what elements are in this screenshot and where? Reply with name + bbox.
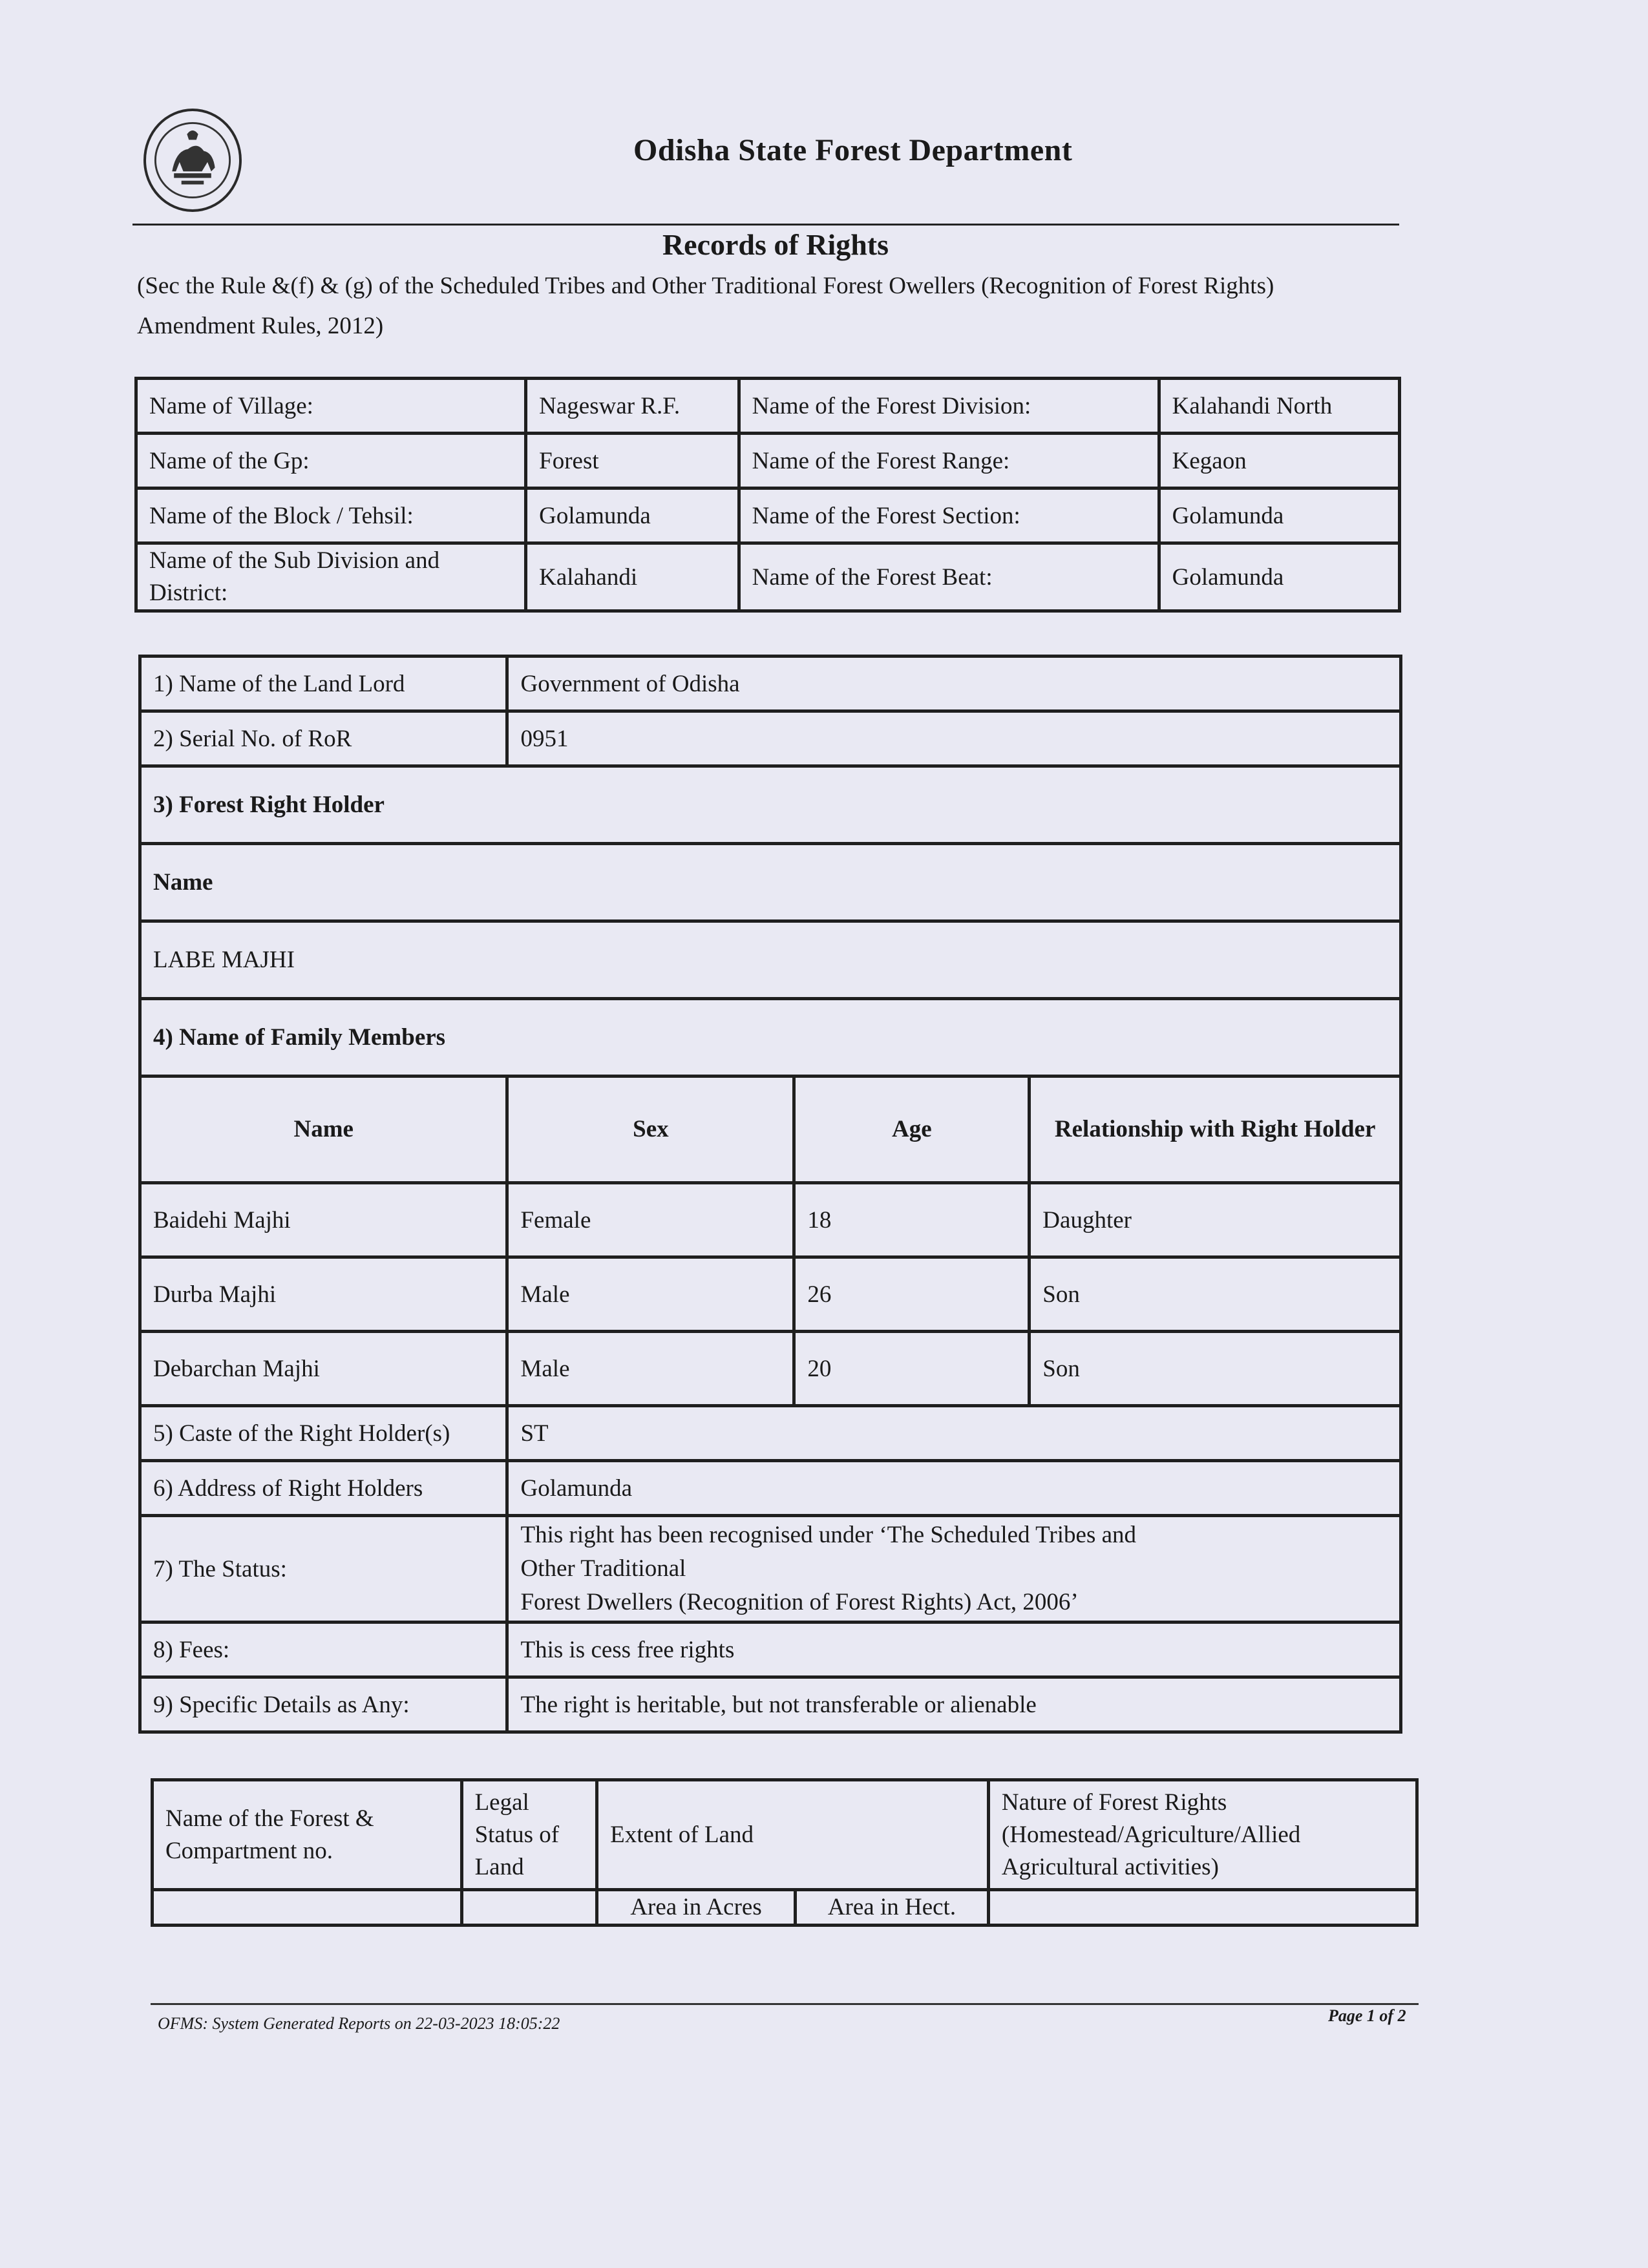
table-row [136,543,1400,611]
family-col-relationship: Relationship with Right Holder [1030,1076,1401,1183]
family-name: Durba Majhi [140,1257,507,1332]
family-relation: Son [1030,1332,1401,1406]
division-value: Kalahandi North [1159,379,1399,434]
name-heading: Name [140,844,1401,921]
legal-status-header: Legal Status of Land [461,1780,597,1890]
table-row [136,488,1400,543]
block-value: Golamunda [526,488,739,543]
table-row [140,656,1401,711]
family-relation: Daughter [1030,1183,1401,1257]
table-row [140,844,1401,921]
right-holder-heading: 3) Forest Right Holder [140,766,1401,844]
subdivision-value: Kalahandi [526,543,739,611]
gp-value: Forest [526,434,739,488]
table-row [153,1780,1417,1890]
area-hect-header: Area in Hect. [796,1890,989,1926]
family-members-heading: 4) Name of Family Members [140,999,1401,1076]
village-value: Nageswar R.F. [526,379,739,434]
page-number: Page 1 of 2 [1328,2006,1406,2025]
landlord-label: 1) Name of the Land Lord [140,656,507,711]
forest-compartment-header: Name of the Forest & Compartment no. [153,1780,462,1890]
range-value: Kegaon [1159,434,1399,488]
family-relation: Son [1030,1257,1401,1332]
table-row [140,1516,1401,1622]
extent-of-land-header: Extent of Land [597,1780,989,1890]
fees-label: 8) Fees: [140,1622,507,1677]
table-row [140,1622,1401,1677]
division-label: Name of the Forest Division: [739,379,1159,434]
status-line-2: Forest Dwellers (Recognition of Forest Rights) Act, 2006’ [520,1589,1079,1615]
table-row [136,379,1400,434]
family-age: 26 [794,1257,1030,1332]
caste-label: 5) Caste of the Right Holder(s) [140,1406,507,1461]
section-label: Name of the Forest Section: [739,488,1159,543]
location-table [134,377,1401,613]
beat-value: Golamunda [1159,543,1399,611]
footer-divider [151,2003,1419,2005]
village-label: Name of Village: [136,379,526,434]
landlord-value: Government of Odisha [507,656,1401,711]
status-line-1: This right has been recognised under ‘The Scheduled Tribes and Other Traditional [520,1522,1137,1582]
table-row [153,1890,1417,1926]
status-label: 7) The Status: [140,1516,507,1622]
record-table [138,655,1402,1734]
rule-reference: (Sec the Rule &(f) & (g) of the Scheduled Tribes and Other Traditional Forest Owellers (Recognition of Forest Rights) Amendment Rules, 2012) [137,273,1274,339]
forest-compartment-cell [153,1890,462,1926]
area-acres-header: Area in Acres [597,1890,796,1926]
block-label: Name of the Block / Tehsil: [136,488,526,543]
family-age: 18 [794,1183,1030,1257]
family-col-name: Name [140,1076,507,1183]
serial-value: 0951 [507,711,1401,766]
beat-label: Name of the Forest Beat: [739,543,1159,611]
section-value: Golamunda [1159,488,1399,543]
caste-value: ST [507,1406,1401,1461]
document-title: Records of Rights [662,228,889,261]
address-label: 6) Address of Right Holders [140,1461,507,1516]
family-sex: Male [507,1257,794,1332]
range-label: Name of the Forest Range: [739,434,1159,488]
nature-of-rights-header: Nature of Forest Rights (Homestead/Agriculture/Allied Agricultural activities) [988,1780,1417,1890]
table-row [136,434,1400,488]
fees-value: This is cess free rights [507,1622,1401,1677]
subdivision-label: Name of the Sub Division and District: [136,543,526,611]
table-row [140,766,1401,844]
department-title: Odisha State Forest Department [633,133,1073,167]
odisha-emblem-logo [143,109,242,212]
table-row [140,711,1401,766]
nature-of-rights-cell [988,1890,1417,1926]
family-row [140,1257,1401,1332]
table-row [140,1461,1401,1516]
legal-status-cell [461,1890,597,1926]
table-row [140,1677,1401,1732]
family-sex: Female [507,1183,794,1257]
header-divider [132,224,1399,226]
specific-details-value: The right is heritable, but not transferable or alienable [507,1677,1401,1732]
family-header-row [140,1076,1401,1183]
family-name: Debarchan Majhi [140,1332,507,1406]
land-table [151,1778,1419,1927]
gp-label: Name of the Gp: [136,434,526,488]
family-col-age: Age [794,1076,1030,1183]
table-row [140,921,1401,999]
family-name: Baidehi Majhi [140,1183,507,1257]
family-sex: Male [507,1332,794,1406]
table-row [140,1406,1401,1461]
family-row [140,1332,1401,1406]
family-col-sex: Sex [507,1076,794,1183]
right-holder-name: LABE MAJHI [140,921,1401,999]
address-value: Golamunda [507,1461,1401,1516]
status-value [507,1516,1401,1622]
generated-timestamp: OFMS: System Generated Reports on 22-03-2023 18:05:22 [158,2014,560,2033]
family-age: 20 [794,1332,1030,1406]
family-row [140,1183,1401,1257]
specific-details-label: 9) Specific Details as Any: [140,1677,507,1732]
serial-label: 2) Serial No. of RoR [140,711,507,766]
table-row [140,999,1401,1076]
